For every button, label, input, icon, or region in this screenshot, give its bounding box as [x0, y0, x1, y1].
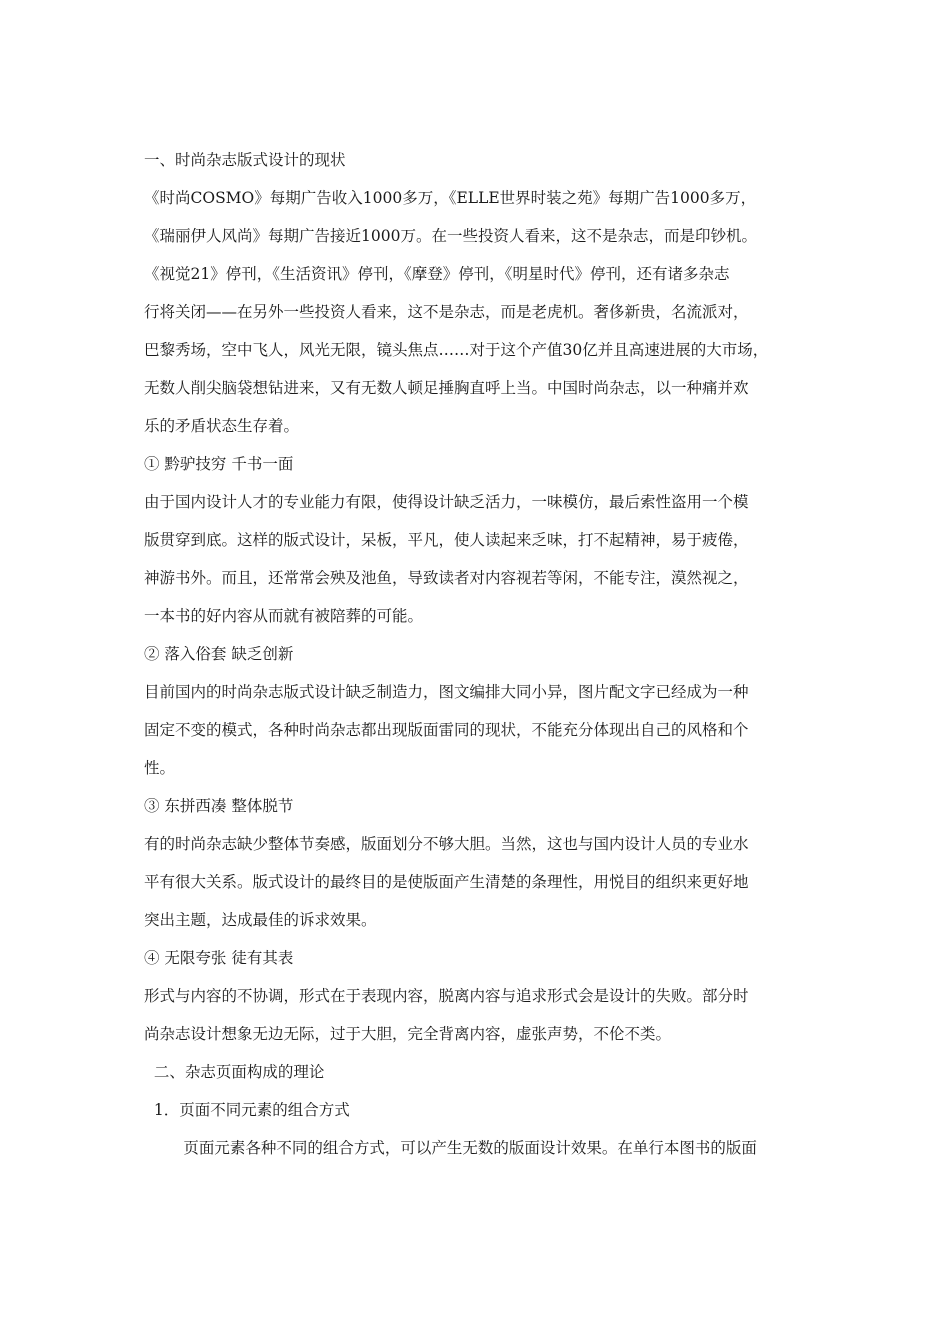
paragraph-line: 突出主题，达成最佳的诉求效果。: [144, 911, 377, 929]
paragraph-line: 形式与内容的不协调，形式在于表现内容，脱离内容与追求形式会是设计的失败。部分时: [144, 987, 749, 1005]
paragraph-line: 平有很大关系。版式设计的最终目的是使版面产生清楚的条理性，用悦目的组织来更好地: [144, 873, 749, 891]
subsection-heading: 1．页面不同元素的组合方式: [144, 1101, 350, 1119]
paragraph-line: 神游书外。而且，还常常会殃及池鱼，导致读者对内容视若等闲，不能专注，漠然视之，: [144, 569, 749, 587]
section-heading: 二、杂志页面构成的理论: [144, 1063, 325, 1081]
paragraph-line: 尚杂志设计想象无边无际，过于大胆，完全背离内容，虚张声势，不伦不类。: [144, 1025, 672, 1043]
paragraph-line: 一本书的好内容从而就有被陪葬的可能。: [144, 607, 424, 625]
paragraph-line: 固定不变的模式，各种时尚杂志都出现版面雷同的现状，不能充分体现出自己的风格和个: [144, 721, 749, 739]
paragraph-line: 有的时尚杂志缺少整体节奏感，版面划分不够大胆。当然，这也与国内设计人员的专业水: [144, 835, 749, 853]
paragraph-line: 目前国内的时尚杂志版式设计缺乏制造力，图文编排大同小异，图片配文字已经成为一种: [144, 683, 749, 701]
paragraph-line: 无数人削尖脑袋想钻进来，又有无数人顿足捶胸直呼上当。中国时尚杂志，以一种痛并欢: [144, 379, 749, 397]
paragraph-line: 行将关闭——在另外一些投资人看来，这不是杂志，而是老虎机。奢侈新贵，名流派对，: [144, 303, 749, 321]
subsection-heading: ① 黔驴技穷 千书一面: [144, 455, 294, 473]
section-heading: 一、时尚杂志版式设计的现状: [144, 151, 346, 169]
paragraph-line: 《瑞丽伊人风尚》每期广告接近1000万。在一些投资人看来，这不是杂志，而是印钞机。: [144, 227, 757, 245]
paragraph-line: 版贯穿到底。这样的版式设计，呆板，平凡，使人读起来乏味，打不起精神，易于疲倦，: [144, 531, 749, 549]
paragraph-line: 由于国内设计人才的专业能力有限，使得设计缺乏活力，一味模仿，最后索性盗用一个模: [144, 493, 749, 511]
paragraph-line: 《视觉21》停刊，《生活资讯》停刊，《摩登》停刊，《明星时代》停刊，还有诸多杂志: [144, 265, 730, 283]
paragraph-line: 巴黎秀场，空中飞人，风光无限，镜头焦点……对于这个产值30亿并且高速进展的大市场，: [144, 341, 769, 359]
paragraph-line: 乐的矛盾状态生存着。: [144, 417, 300, 435]
subsection-heading: ④ 无限夸张 徒有其表: [144, 949, 294, 967]
paragraph-line: 性。: [144, 759, 176, 777]
subsection-heading: ③ 东拼西凑 整体脱节: [144, 797, 294, 815]
subsection-heading: ② 落入俗套 缺乏创新: [144, 645, 294, 663]
paragraph-line: 页面元素各种不同的组合方式，可以产生无数的版面设计效果。在单行本图书的版面: [144, 1139, 757, 1157]
paragraph-line: 《时尚COSMO》每期广告收入1000多万，《ELLE世界时装之苑》每期广告1000多万，: [144, 189, 757, 207]
